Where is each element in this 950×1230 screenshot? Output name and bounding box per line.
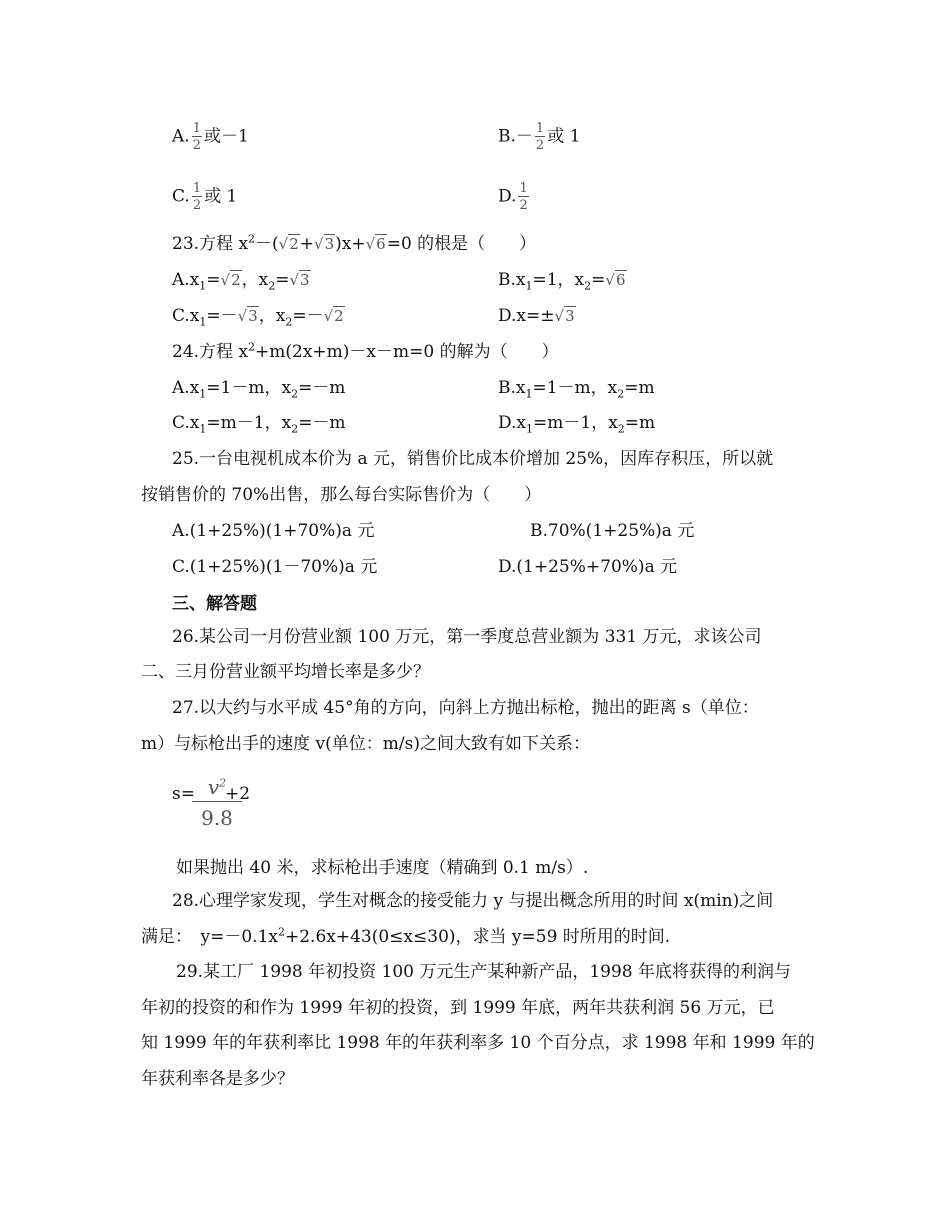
q22-option-c: C. $\frac{1}{2}$ 或 1 [172,181,238,213]
q28-line-2: 满足： $y=-0.1x^2+2.6x+43(0\le x\le 30)$，求当 y=59 时所用的时间. [141,925,671,947]
q29-line-1: 29.某工厂 1998 年初投资 100 万元生产某种新产品，1998 年底将获得的利润与 [176,962,792,982]
q22-option-b: B.－ $\frac{1}{2}$ 或 1 [498,121,581,153]
q27-line-1: 27.以大约与水平成 45°角的方向，向斜上方抛出标枪，抛出的距离 s（单位： [172,698,759,718]
q29-line-4: 年获利率各是多少？ [141,1069,294,1089]
fraction: $\frac{1}{2}$ [535,121,545,153]
q25-line-2: 按销售价的 70%出售，那么每台实际售价为（ ） [141,485,542,505]
q23-option-b: $B.x_1=1$，$x_2=√6$ [498,270,626,293]
sqrt: √3 [289,271,310,289]
q22-option-a: A. $\frac{1}{2}$ 或－1 [172,121,249,153]
q23-option-c: $C.x_1=-√3$，$x_2=-√2$ [172,306,344,329]
fraction: $\frac{1}{2}$ [192,181,202,213]
q29-line-3: 知 1999 年的年获利率比 1998 年的年获利率多 10 个百分点，求 1998 年和 1999 年的 [141,1033,815,1053]
q24-option-d: $D.x_1=m-1$，$x_2=m$ [498,413,656,436]
fraction: $\frac{1}{2}$ [192,121,201,153]
formula-rhs: +2 [225,784,251,804]
q28-line-1: 28.心理学家发现，学生对概念的接受能力 y 与提出概念所用的时间 x(min)之间 [172,891,774,911]
formula-denominator: 9.8 [201,806,233,830]
q26-line-2: 二、三月份营业额平均增长率是多少？ [141,662,430,682]
q23-option-d: D.x=±√3 [498,306,575,326]
q25-option-a: A.(1+25%)(1+70%)a 元 [172,521,375,541]
sqrt: √6 [365,235,386,253]
formula-numerator: $v^2$ [192,775,242,802]
q24-stem: 24.方程 $x^2+m(2x+m)-x-m=0$ 的解为（ ） [172,340,559,362]
option-label: A. [172,126,190,147]
option-label: B.－ [498,126,533,147]
q25-option-b: B.70%(1+25%)a 元 [530,521,695,541]
option-label: C. [172,186,190,207]
q22-option-d [498,182,531,212]
option-label: D. [498,186,517,207]
q25-line-1: 25.一台电视机成本价为 a 元，销售价比成本价增加 25%，因库存积压，所以就 [172,449,774,469]
sqrt: √2 [278,235,299,253]
q27-line-2: m）与标枪出手的速度 v(单位：m/s)之间大致有如下关系： [141,734,590,754]
sqrt: √2 [220,271,241,289]
q24-option-c: $C.x_1=m-1$，$x_2=-m$ [172,413,346,436]
q23-stem: 23.方程 $x^2-(√2+√3)x+√6=0$ 的根是（ ） [172,232,537,254]
sqrt: √3 [237,307,258,325]
section-heading: 三、解答题 [172,594,257,614]
formula-lhs: s= [172,784,195,804]
q29-line-2: 年初的投资的和作为 1999 年初的投资，到 1999 年底，两年共获利润 56 万元，已 [141,998,775,1018]
q25-option-d: D.(1+25%+70%)a 元 [498,557,678,577]
q23-option-a: $A.x_1=√2$，$x_2=√3$ [172,270,310,293]
q24-option-a: $A.x_1=1-m$，$x_2=-m$ [172,378,346,401]
q24-option-b: $B.x_1=1-m$，$x_2=m$ [498,378,655,401]
fraction: $\frac{1}{2}$ [519,181,528,213]
sqrt: √3 [554,307,575,325]
q25-option-c: C.(1+25%)(1－70%)a 元 [172,557,378,577]
sqrt: √3 [314,235,335,253]
q27-line-3: 如果抛出 40 米，求标枪出手速度（精确到 0.1 m/s）. [176,858,589,878]
sqrt: √2 [323,307,344,325]
q26-line-1: 26.某公司一月份营业额 100 万元，第一季度总营业额为 331 万元，求该公司 [172,627,762,647]
sqrt: √6 [605,271,626,289]
